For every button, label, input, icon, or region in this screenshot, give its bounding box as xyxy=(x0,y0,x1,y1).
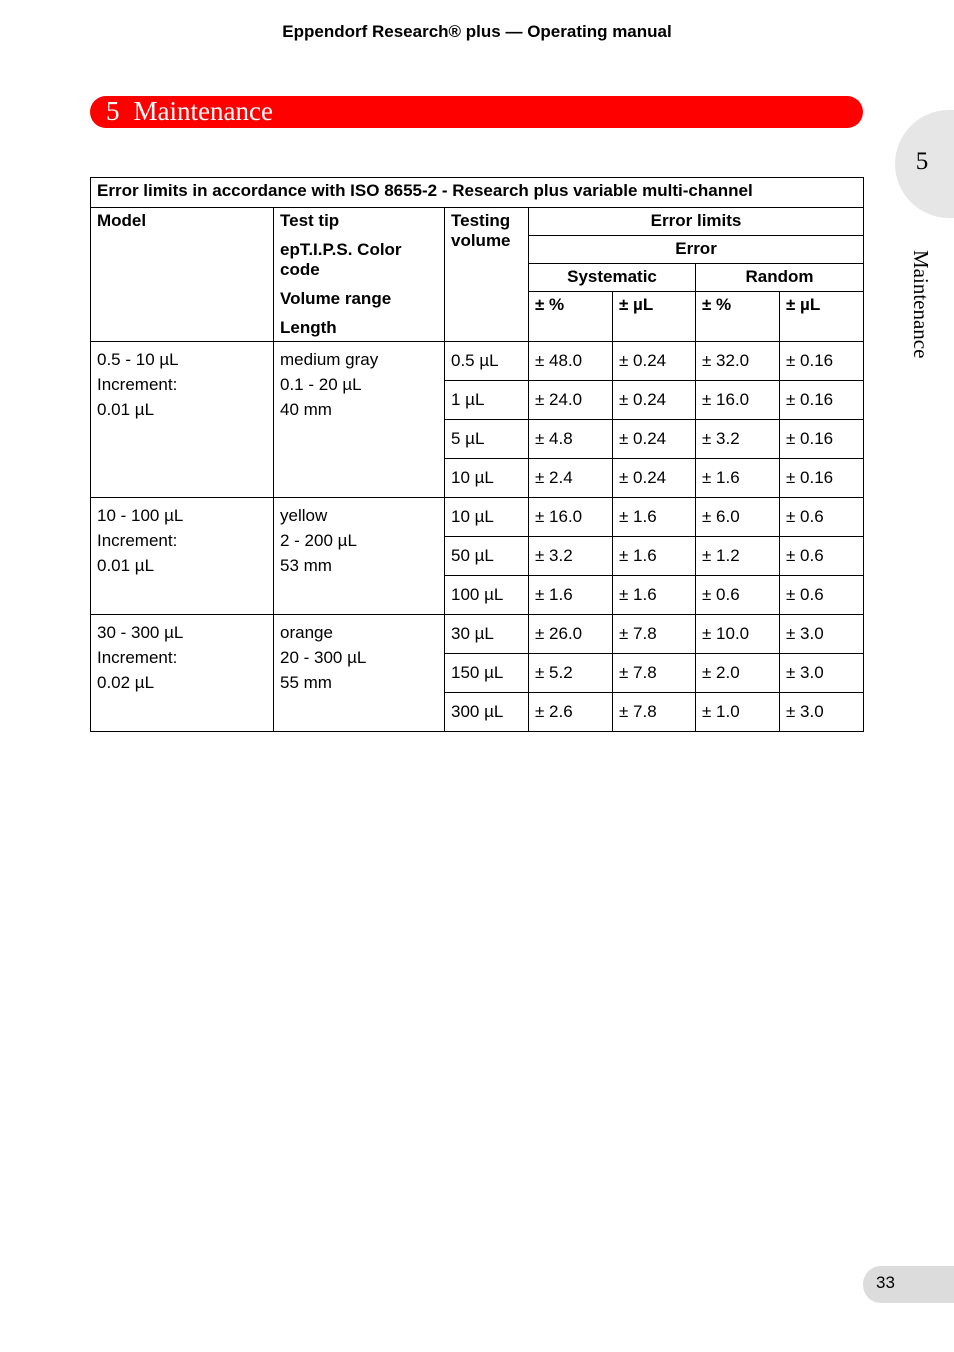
testing-volume-cell: 1 µL xyxy=(445,381,529,420)
test-tip-cell xyxy=(274,615,445,732)
header-color-code: epT.I.P.S. Color code xyxy=(280,240,402,279)
tip-line: yellow xyxy=(280,506,328,525)
random-ul-cell: ± 0.6 xyxy=(780,537,864,576)
random-ul-cell: ± 3.0 xyxy=(780,693,864,732)
header-rand-pct: ± % xyxy=(696,292,780,342)
header-error: Error xyxy=(529,236,864,264)
table-row xyxy=(91,342,864,381)
random-ul-cell: ± 3.0 xyxy=(780,654,864,693)
systematic-pct-cell: ± 3.2 xyxy=(529,537,613,576)
test-tip-cell xyxy=(274,342,445,498)
model-line: 0.01 µL xyxy=(97,400,155,419)
systematic-ul-cell: ± 7.8 xyxy=(613,615,696,654)
systematic-ul-cell: ± 1.6 xyxy=(613,576,696,615)
random-pct-cell: ± 3.2 xyxy=(696,420,780,459)
systematic-ul-cell: ± 0.24 xyxy=(613,381,696,420)
header-sys-pct: ± % xyxy=(529,292,613,342)
page-number: 33 xyxy=(876,1273,895,1292)
header-error-limits: Error limits xyxy=(529,208,864,236)
systematic-pct-cell: ± 4.8 xyxy=(529,420,613,459)
header-model: Model xyxy=(91,208,274,342)
model-line: 30 - 300 µL xyxy=(97,623,184,642)
random-pct-cell: ± 16.0 xyxy=(696,381,780,420)
random-pct-cell: ± 1.6 xyxy=(696,459,780,498)
header-volume-range: Volume range xyxy=(280,289,392,308)
random-ul-cell: ± 0.16 xyxy=(780,420,864,459)
header-length: Length xyxy=(280,318,337,337)
random-pct-cell: ± 1.2 xyxy=(696,537,780,576)
model-cell xyxy=(91,615,274,732)
systematic-pct-cell: ± 5.2 xyxy=(529,654,613,693)
systematic-pct-cell: ± 1.6 xyxy=(529,576,613,615)
chapter-number: 5 xyxy=(106,96,120,126)
tip-line: medium gray xyxy=(280,350,379,369)
chapter-title: Maintenance xyxy=(133,96,273,126)
model-cell xyxy=(91,498,274,615)
testing-volume-cell: 5 µL xyxy=(445,420,529,459)
testing-volume-cell: 50 µL xyxy=(445,537,529,576)
test-tip-cell xyxy=(274,498,445,615)
systematic-ul-cell: ± 7.8 xyxy=(613,693,696,732)
tip-line: 20 - 300 µL xyxy=(280,648,367,667)
tip-line: 53 mm xyxy=(280,556,332,575)
header-testing-volume: Testing volume xyxy=(445,208,529,342)
model-line: Increment: xyxy=(97,531,178,550)
systematic-pct-cell: ± 24.0 xyxy=(529,381,613,420)
testing-volume-cell: 100 µL xyxy=(445,576,529,615)
random-pct-cell: ± 0.6 xyxy=(696,576,780,615)
testing-volume-cell: 30 µL xyxy=(445,615,529,654)
side-tab-label: Maintenance xyxy=(909,250,933,359)
chapter-heading xyxy=(90,96,863,128)
random-pct-cell: ± 6.0 xyxy=(696,498,780,537)
tip-line: 55 mm xyxy=(280,673,332,692)
systematic-pct-cell: ± 2.6 xyxy=(529,693,613,732)
systematic-ul-cell: ± 0.24 xyxy=(613,459,696,498)
header-test-tip xyxy=(274,208,445,342)
tip-line: 0.1 - 20 µL xyxy=(280,375,362,394)
header-test-tip-label: Test tip xyxy=(280,211,340,230)
header-random: Random xyxy=(696,264,864,292)
model-line: Increment: xyxy=(97,648,178,667)
side-tab-number: 5 xyxy=(915,148,929,175)
model-line: Increment: xyxy=(97,375,178,394)
random-ul-cell: ± 0.16 xyxy=(780,459,864,498)
systematic-ul-cell: ± 1.6 xyxy=(613,498,696,537)
model-cell xyxy=(91,342,274,498)
systematic-ul-cell: ± 0.24 xyxy=(613,342,696,381)
systematic-ul-cell: ± 1.6 xyxy=(613,537,696,576)
tip-line: 40 mm xyxy=(280,400,332,419)
systematic-ul-cell: ± 7.8 xyxy=(613,654,696,693)
table-title: Error limits in accordance with ISO 8655-2 - Research plus variable multi-channel xyxy=(91,178,864,208)
random-ul-cell: ± 0.16 xyxy=(780,342,864,381)
systematic-pct-cell: ± 26.0 xyxy=(529,615,613,654)
model-line: 0.5 - 10 µL xyxy=(97,350,179,369)
systematic-pct-cell: ± 2.4 xyxy=(529,459,613,498)
random-pct-cell: ± 2.0 xyxy=(696,654,780,693)
header-systematic: Systematic xyxy=(529,264,696,292)
testing-volume-cell: 300 µL xyxy=(445,693,529,732)
random-ul-cell: ± 0.6 xyxy=(780,576,864,615)
random-pct-cell: ± 10.0 xyxy=(696,615,780,654)
random-pct-cell: ± 1.0 xyxy=(696,693,780,732)
error-limits-table xyxy=(90,177,864,732)
header-rand-ul: ± µL xyxy=(780,292,864,342)
random-ul-cell: ± 3.0 xyxy=(780,615,864,654)
model-line: 10 - 100 µL xyxy=(97,506,184,525)
testing-volume-cell: 0.5 µL xyxy=(445,342,529,381)
tip-line: orange xyxy=(280,623,333,642)
systematic-pct-cell: ± 48.0 xyxy=(529,342,613,381)
systematic-pct-cell: ± 16.0 xyxy=(529,498,613,537)
table-row xyxy=(91,498,864,537)
tip-line: 2 - 200 µL xyxy=(280,531,357,550)
systematic-ul-cell: ± 0.24 xyxy=(613,420,696,459)
running-header: Eppendorf Research® plus — Operating manual xyxy=(282,22,672,41)
random-ul-cell: ± 0.6 xyxy=(780,498,864,537)
model-line: 0.02 µL xyxy=(97,673,155,692)
testing-volume-cell: 150 µL xyxy=(445,654,529,693)
random-pct-cell: ± 32.0 xyxy=(696,342,780,381)
header-sys-ul: ± µL xyxy=(613,292,696,342)
table-row xyxy=(91,615,864,654)
testing-volume-cell: 10 µL xyxy=(445,498,529,537)
random-ul-cell: ± 0.16 xyxy=(780,381,864,420)
model-line: 0.01 µL xyxy=(97,556,155,575)
testing-volume-cell: 10 µL xyxy=(445,459,529,498)
